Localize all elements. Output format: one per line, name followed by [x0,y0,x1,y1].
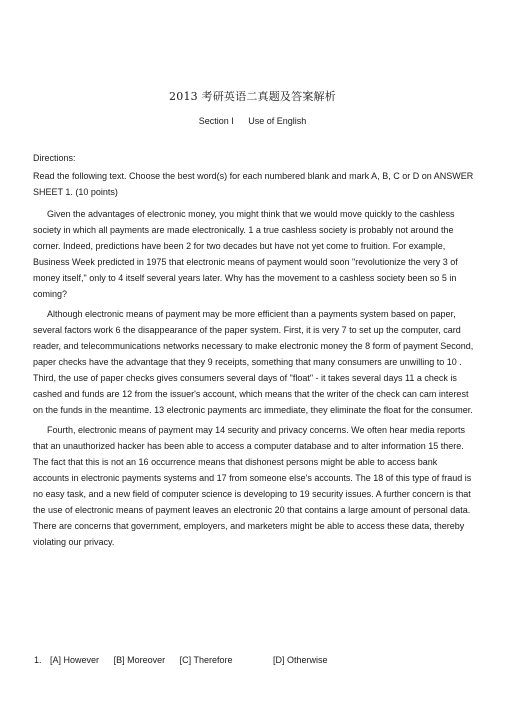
option-b: [B] Moreover [113,655,166,665]
section-name: Use of English [248,116,307,126]
directions-label: Directions: [33,153,76,163]
paragraph-3: Fourth, electronic means of payment may 14 security and privacy concerns. We often hear media reports that an unauthorized hacker has been able to access a computer database and to alter information 15 there. The fact that this is not an 16 occurrence means that dishonest persons might be able to access bank accounts in electronic payments systems and 17 from someone else's accounts. The 18 of this type of fraud is no easy task, and a new field of computer science is developing to 19 security issues. A further concern is that the use of electronic means of payment leaves an electronic 20 that contains a large amount of personal data. There are concerns that government, employers, and marketers might be able to access these data, thereby violating our privacy. [33,425,472,547]
document-title: 2013 考研英语二真题及答案解析 [169,90,336,103]
option-d: [D] Otherwise [273,655,328,665]
section-heading [0,116,505,126]
passage [33,150,475,554]
section-label: Section I [198,116,234,126]
directions-text: Read the following text. Choose the best word(s) for each numbered blank and mark A, B, C or D on ANSWER SHEET 1. (10 points) [33,171,474,197]
paragraph-1: Given the advantages of electronic money, you might think that we would move quickly to the cashless society in which all payments are made electronically. 1 a true cashless society is probably not around the corner. Indeed, predictions have been 2 for two decades but have not yet come to fruition. For example, Business Week predicted in 1975 that electronic means of payment would soon "revolutionize the very 3 of money itself," only to 4 itself several years later. Why has the movement to a cashless society been so 5 in coming? [33,209,458,299]
paragraph-2: Although electronic means of payment may be more efficient than a payments system based on paper, several factors work 6 the disappearance of the paper system. First, it is very 7 to set up the computer, card reader, and telecommunications networks necessary to make electronic money the 8 form of payment Second, paper checks have the advantage that they 9 receipts, something that many consumers are unwilling to 10 . Third, the use of paper checks gives consumers several days of "float" - it takes several days 11 a check is cashed and funds are 12 from the issuer's account, which means that the writer of the check can cam interest on the funds in the meantime. 13 electronic payments arc immediate, they eliminate the float for the consumer. [33,309,474,415]
question-number: 1. [34,655,42,665]
option-a: [A] However [50,655,100,665]
question-1-options [33,652,475,668]
option-c: [C] Therefore [179,655,233,665]
